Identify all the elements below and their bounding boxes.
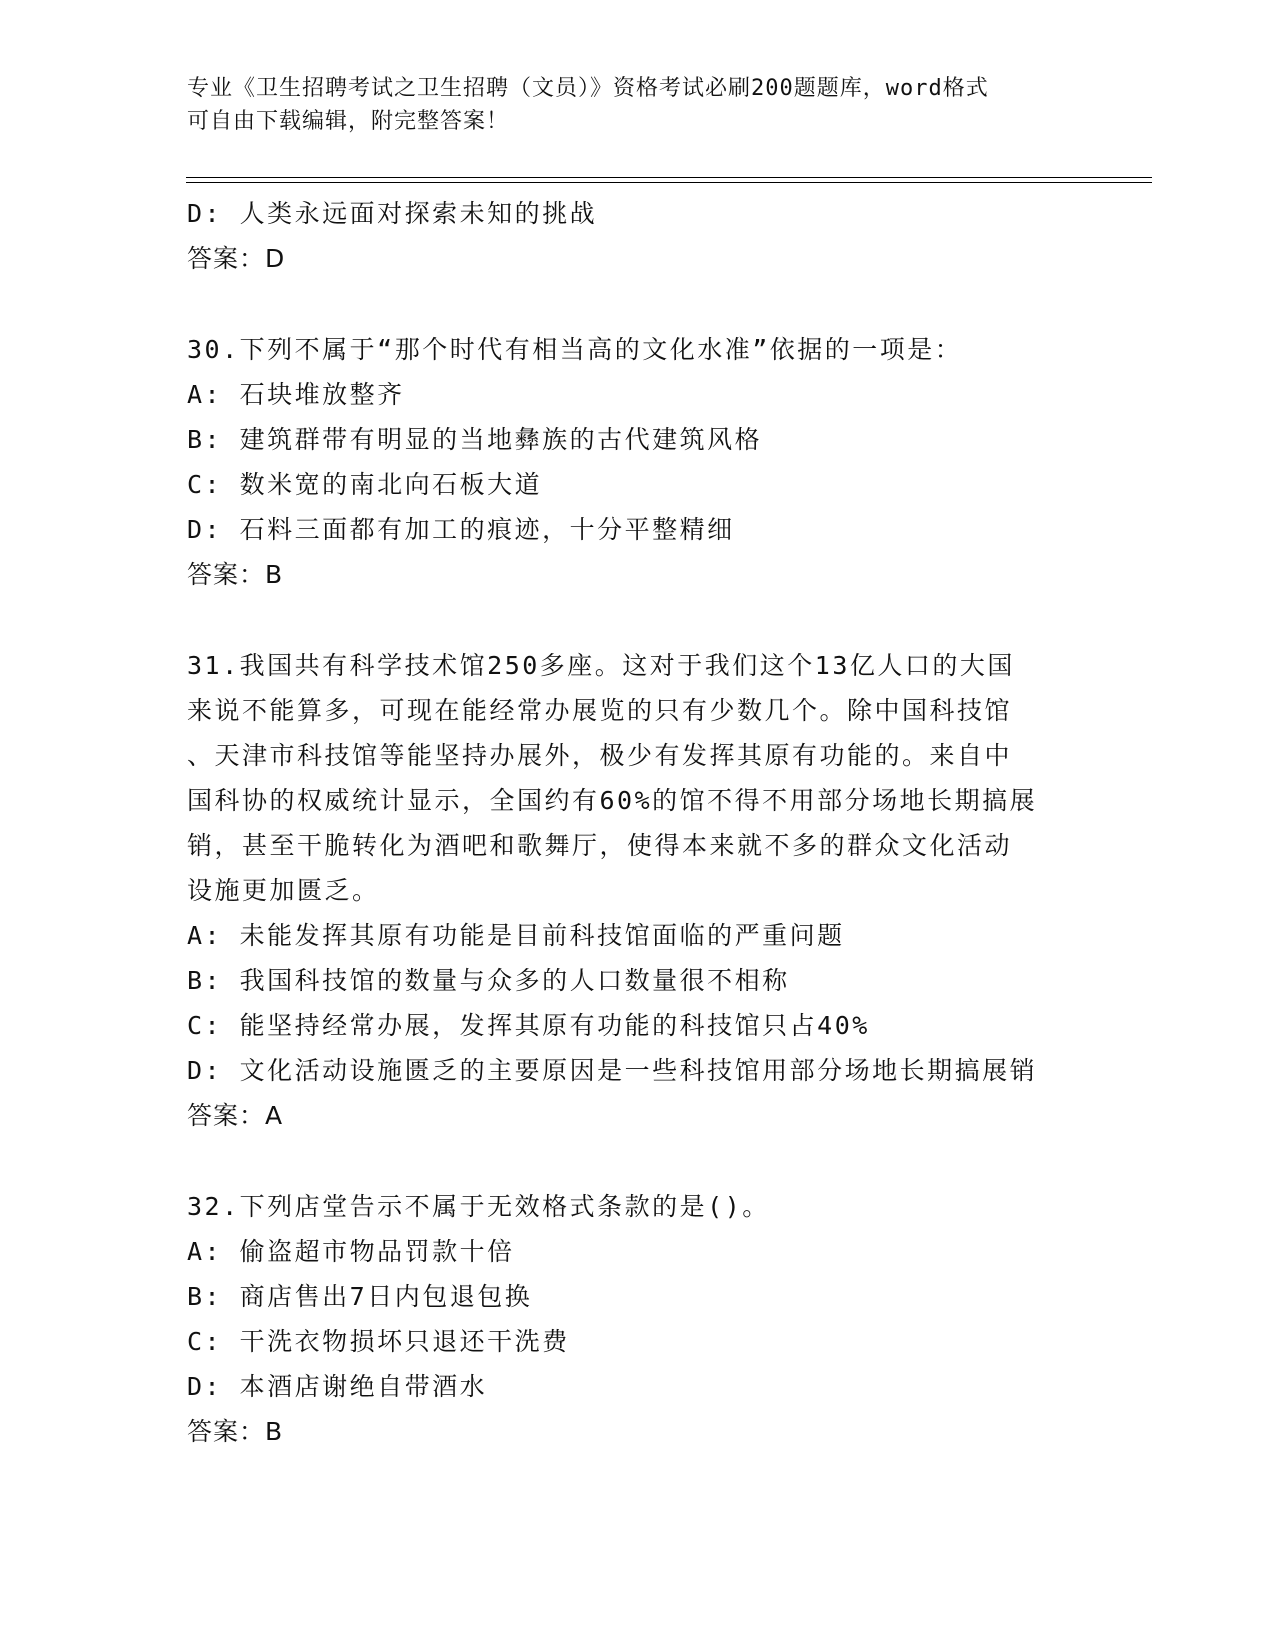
header-line-2: 可自由下载编辑，附完整答案！ (187, 109, 510, 134)
header-rule-bottom (186, 182, 1152, 183)
option-a: A: 偷盗超市物品罚款十倍 (187, 1237, 515, 1266)
option-b: B: 我国科技馆的数量与众多的人口数量很不相称 (187, 966, 790, 995)
option-b: B: 建筑群带有明显的当地彝族的古代建筑风格 (187, 425, 763, 454)
option-a: A: 石块堆放整齐 (187, 380, 405, 409)
answer-line: 答案：A (187, 1101, 284, 1130)
question-stem-line: 、天津市科技馆等能坚持办展外，极少有发挥其原有功能的。来自中 (187, 741, 1013, 770)
option-c: C: 数米宽的南北向石板大道 (187, 470, 543, 499)
question-stem (187, 643, 1087, 913)
option-d: D: 人类永远面对探索未知的挑战 (187, 199, 598, 228)
question-stem-line: 来说不能算多，可现在能经常办展览的只有少数几个。除中国科技馆 (187, 696, 1013, 725)
answer-line: 答案：D (187, 244, 286, 273)
option-c: C: 能坚持经常办展，发挥其原有功能的科技馆只占40% (187, 1011, 870, 1040)
question-stem-line: 销，甚至干脆转化为酒吧和歌舞厅，使得本来就不多的群众文化活动 (187, 831, 1013, 860)
question-31 (187, 643, 1087, 1138)
option-d: D: 本酒店谢绝自带酒水 (187, 1372, 488, 1401)
question-stem-line: 31.我国共有科学技术馆250多座。这对于我们这个13亿人口的大国 (187, 651, 1015, 680)
answer-line: 答案：B (187, 560, 284, 589)
option-c: C: 干洗衣物损坏只退还干洗费 (187, 1327, 570, 1356)
question-32 (187, 1184, 1087, 1454)
header-rule-top (186, 177, 1152, 178)
header-line-1: 专业《卫生招聘考试之卫生招聘（文员）》资格考试必刷200题题库，word格式 (187, 76, 989, 101)
option-d: D: 石料三面都有加工的痕迹，十分平整精细 (187, 515, 735, 544)
option-d: D: 文化活动设施匮乏的主要原因是一些科技馆用部分场地长期搞展销 (187, 1056, 1038, 1085)
answer-line: 答案：B (187, 1417, 284, 1446)
question-stem: 30.下列不属于“那个时代有相当高的文化水准”依据的一项是： (187, 335, 963, 364)
question-30 (187, 327, 1087, 597)
question-stem-line: 设施更加匮乏。 (187, 876, 380, 905)
document-header (187, 72, 1087, 138)
previous-question-tail (187, 191, 1087, 281)
option-b: B: 商店售出7日内包退包换 (187, 1282, 533, 1311)
question-stem: 32.下列店堂告示不属于无效格式条款的是()。 (187, 1192, 770, 1221)
option-a: A: 未能发挥其原有功能是目前科技馆面临的严重问题 (187, 921, 845, 950)
document-body (187, 191, 1087, 1454)
question-stem-line: 国科协的权威统计显示，全国约有60%的馆不得不用部分场地长期搞展 (187, 786, 1038, 815)
